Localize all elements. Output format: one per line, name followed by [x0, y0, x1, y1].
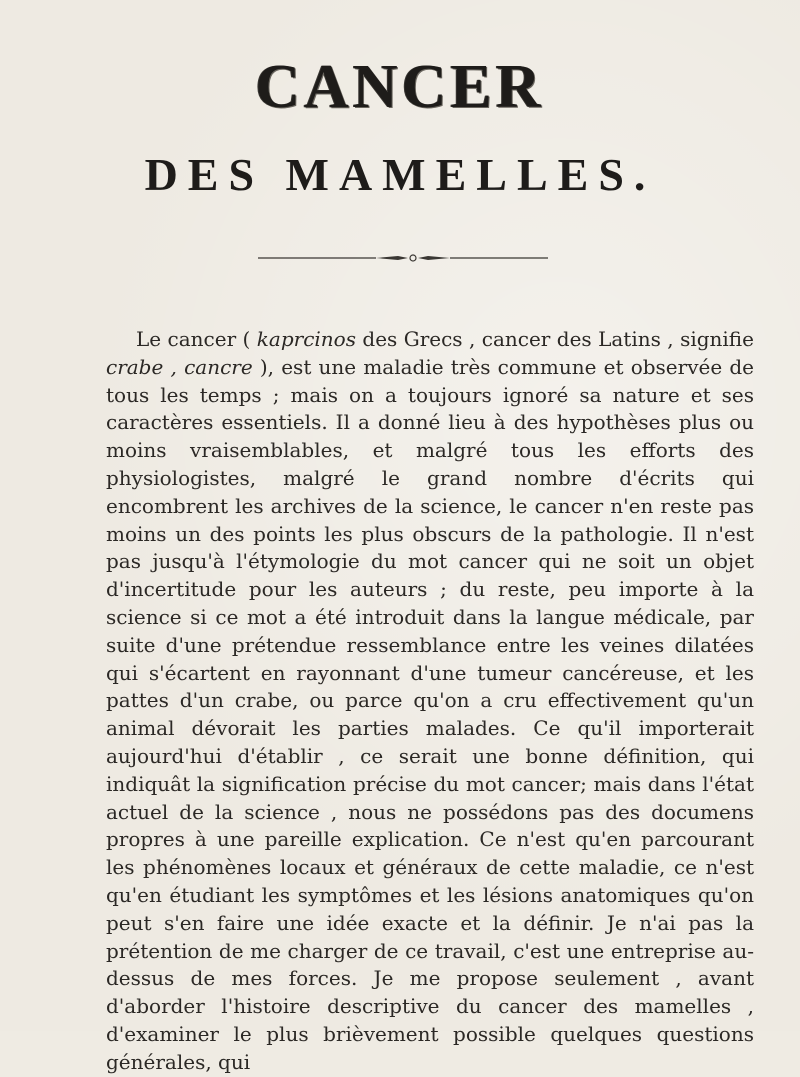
french-term: crabe , cancre: [106, 354, 253, 379]
paragraph-text-1: Le cancer (: [136, 327, 257, 351]
paragraph-text-2: des Grecs , cancer des Latins , signifie: [355, 327, 754, 351]
paragraph-text-3: ), est une maladie très commune et observée de tous les temps ; mais on a toujours ignoré sa nature et ses caractères essentiels. Il a donné lieu à des hypothèses plus ou moins vraisemblables, et malgré tous les efforts des physiologistes, malgré le grand nombre d'écrits qui encombrent les archives de la science, le cancer n'en reste pas moins un des points les plus obscurs de la pathologie. Il n'est pas jusqu'à l'étymologie du mot cancer qui ne soit un objet d'incertitude pour les auteurs ; du reste, peu importe à la science si ce mot a été introduit dans la langue médicale, par suite d'une prétendue ressemblance entre les veines dilatées qui s'écartent en rayonnant d'une tumeur cancéreuse, et les pattes d'un crabe, ou parce qu'on a cru effectivement qu'un animal dévorait les parties malades. Ce qu'il importerait aujourd'hui d'établir , ce serait une bonne définition, qui indiquât la signification précise du mot cancer; mais dans l'état actuel de la science , nous ne possédons pas des documens propres à une pareille explication. Ce n'est qu'en parcourant les phénomènes locaux et généraux de cette maladie, ce n'est qu'en étudiant les symptômes et les lésions anatomiques qu'on peut s'en faire une idée exacte et la définir. Je n'ai pas la prétention de me charger de ce travail, c'est une entreprise au-dessus de mes forces. Je me propose seulement , avant d'aborder l'histoire descriptive du cancer des mamelles , d'examiner le plus brièvement possible quelques questions générales, qui: [106, 354, 754, 1074]
greek-term: kaprcinos: [256, 327, 356, 351]
decorative-rule: [258, 252, 548, 264]
body-paragraph: [106, 326, 754, 1077]
heading-cancer: CANCER: [255, 53, 545, 121]
heading-des-mamelles: DES MAMELLES.: [144, 149, 656, 200]
